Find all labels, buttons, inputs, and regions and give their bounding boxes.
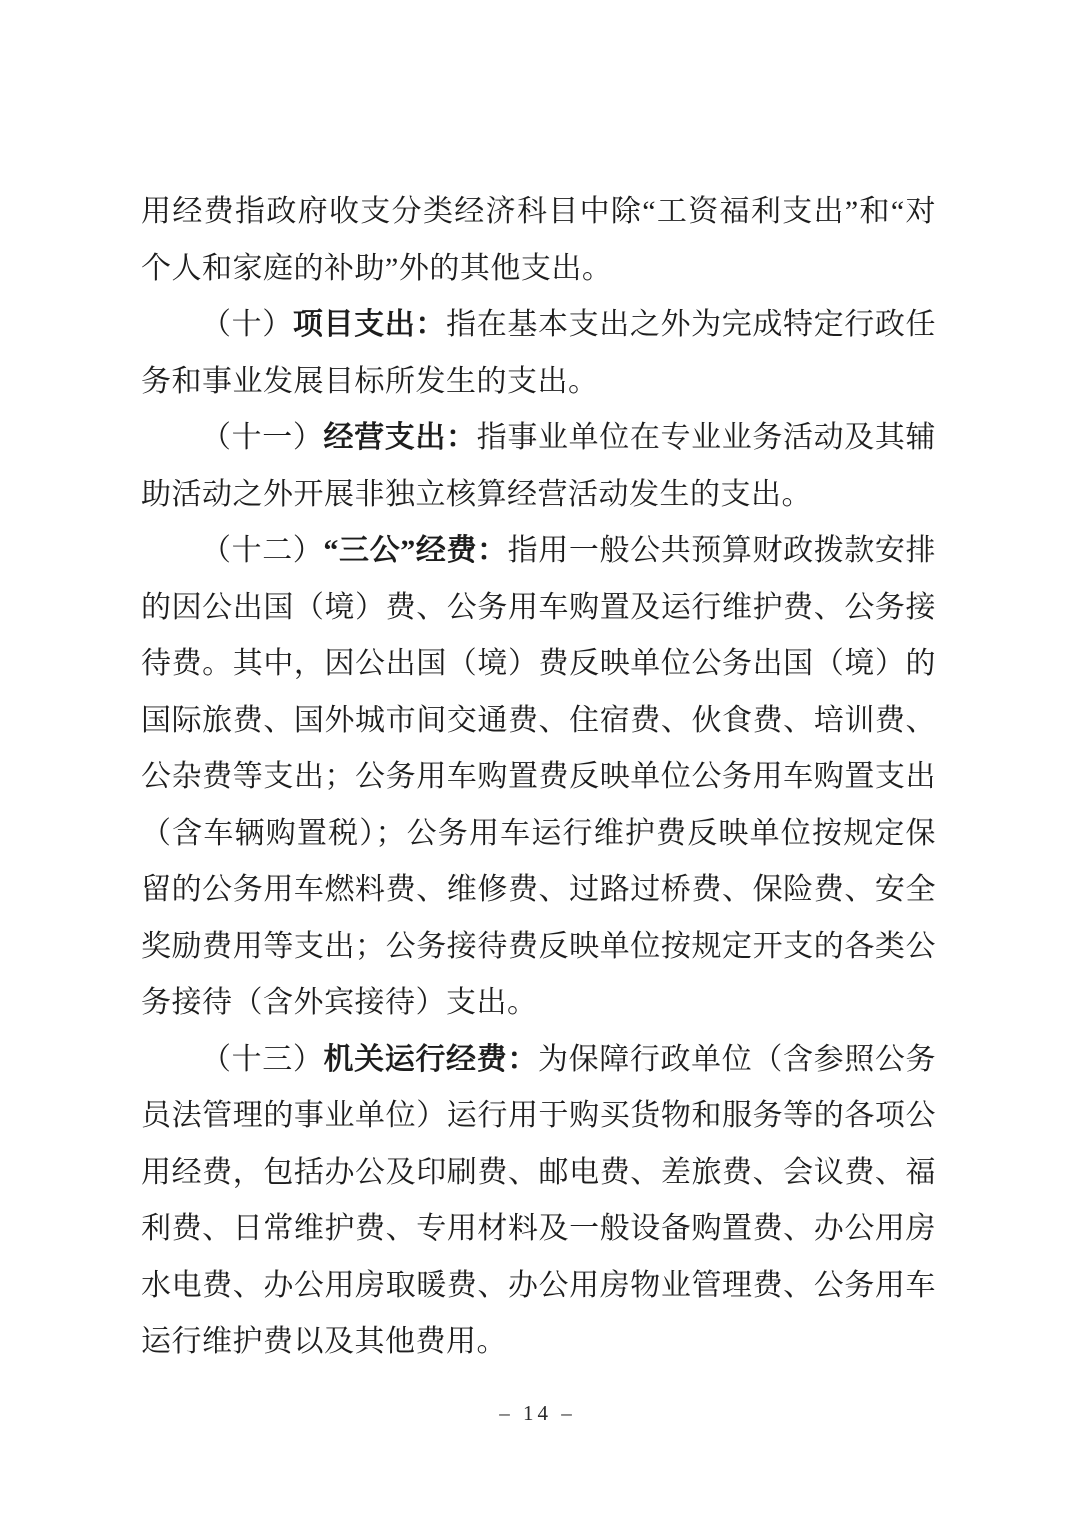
- item-definition: 指在基本支出之外为完成特定行政任务和事业发展目标所发生的支出。: [141, 308, 937, 398]
- item-definition: 指用一般公共预算财政拨款安排的因公出国（境）费、公务用车购置及运行维护费、公务接待费。其中，因公出国（境）费反映单位公务出国（境）的国际旅费、国外城市间交通费、住宿费、伙食费、培训费、公杂费等支出；公务用车购置费反映单位公务用车购置支出（含车辆购置税）；公务用车运行维护费反映单位按规定保留的公务用车燃料费、维修费、过路过桥费、保险费、安全奖励费用等支出；公务接待费反映单位按规定开支的各类公务接待（含外宾接待）支出。: [141, 534, 937, 1019]
- paragraph-continuation: [141, 184, 936, 297]
- page-footer: [0, 1398, 1075, 1428]
- paragraph-item-10: [141, 297, 936, 410]
- item-number: （十二）: [201, 534, 324, 567]
- paragraph-item-12: [141, 523, 936, 1032]
- page-number: – 14 –: [499, 1401, 576, 1425]
- item-term: 机关运行经费：: [323, 1042, 538, 1076]
- item-term: 项目支出：: [292, 308, 447, 341]
- paragraph-text: 用经费指政府收支分类经济科目中除“工资福利支出”和“对个人和家庭的补助”外的其他支出。: [141, 195, 936, 285]
- paragraph-item-13: [141, 1032, 936, 1371]
- item-term: “三公”经费：: [323, 534, 508, 567]
- item-definition: 为保障行政单位（含参照公务员法管理的事业单位）运行用于购买货物和服务等的各项公用经费，包括办公及印刷费、邮电费、差旅费、会议费、福利费、日常维护费、专用材料及一般设备购置费、办公用房水电费、办公用房取暖费、办公用房物业管理费、公务用车运行维护费以及其他费用。: [141, 1042, 937, 1358]
- item-number: （十）: [201, 308, 293, 341]
- paragraph-item-11: [141, 410, 936, 523]
- item-number: （十三）: [201, 1042, 324, 1076]
- item-term: 经营支出：: [323, 421, 477, 454]
- item-number: （十一）: [201, 421, 324, 454]
- item-definition: 指事业单位在专业业务活动及其辅助活动之外开展非独立核算经营活动发生的支出。: [141, 421, 937, 511]
- document-body-text: [141, 184, 936, 1371]
